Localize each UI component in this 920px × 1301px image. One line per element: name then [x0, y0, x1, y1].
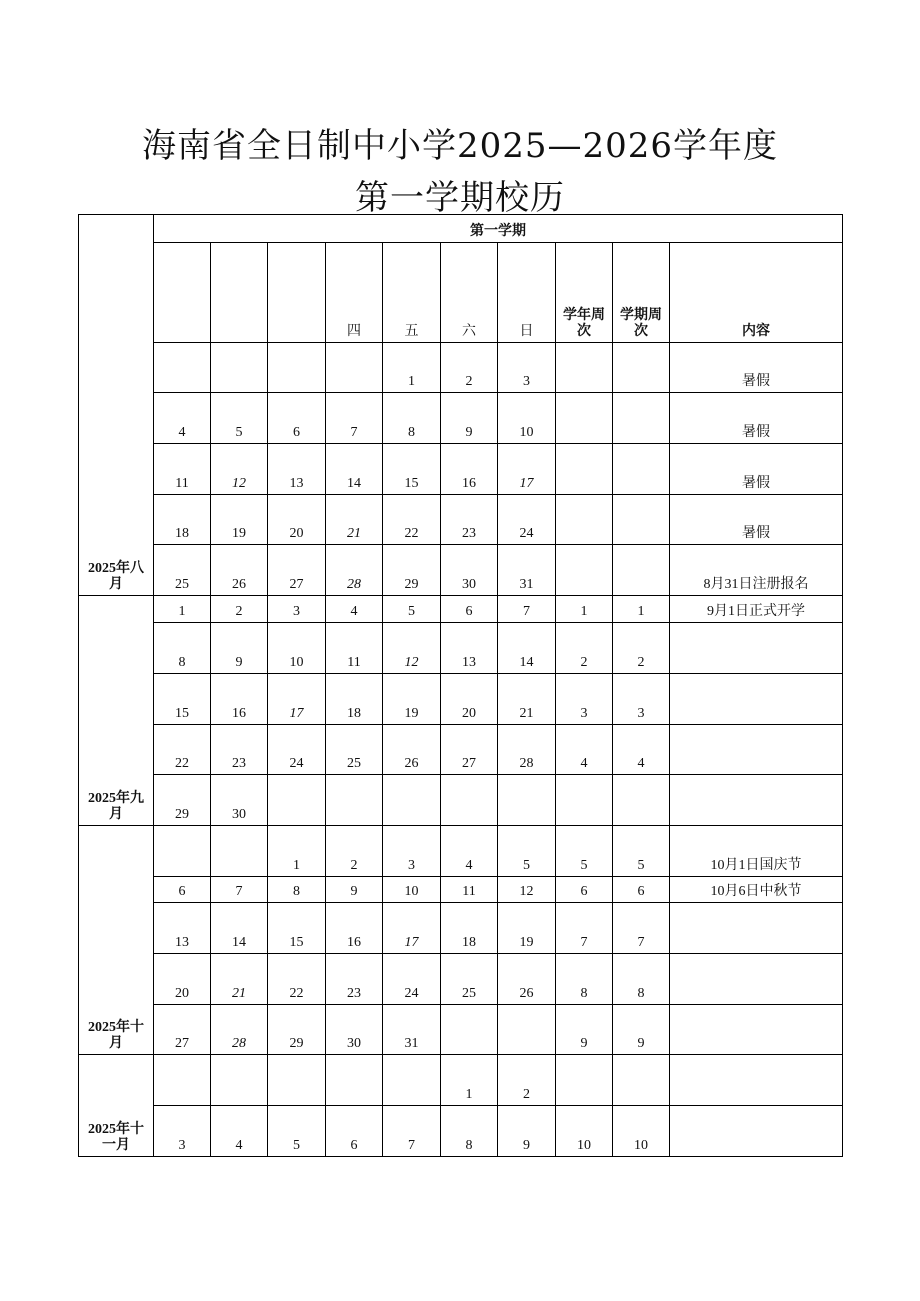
day-cell: 9 — [441, 393, 498, 444]
day-cell: 15 — [154, 674, 211, 725]
day-cell: 25 — [154, 545, 211, 596]
content-cell: 暑假 — [670, 393, 843, 444]
day-cell: 24 — [498, 495, 556, 545]
day-cell: 17 — [498, 444, 556, 495]
week-row — [79, 903, 843, 954]
day-cell: 8 — [154, 623, 211, 674]
day-cell: 15 — [383, 444, 441, 495]
year-week-cell: 3 — [556, 674, 613, 725]
day-cell: 17 — [383, 903, 441, 954]
term-week-cell: 2 — [613, 623, 670, 674]
day-cell: 1 — [383, 343, 441, 393]
day-cell: 7 — [326, 393, 383, 444]
week-row — [79, 444, 843, 495]
day-cell — [154, 826, 211, 877]
day-cell: 21 — [211, 954, 268, 1005]
day-cell: 15 — [268, 903, 326, 954]
day-cell: 13 — [268, 444, 326, 495]
day-cell: 30 — [441, 545, 498, 596]
content-cell — [670, 775, 843, 826]
content-cell: 暑假 — [670, 343, 843, 393]
week-row — [79, 725, 843, 775]
day-cell: 9 — [498, 1106, 556, 1157]
day-cell: 6 — [326, 1106, 383, 1157]
content-cell: 9月1日正式开学 — [670, 596, 843, 623]
day-cell — [498, 775, 556, 826]
day-cell: 24 — [383, 954, 441, 1005]
term-week-cell — [613, 495, 670, 545]
week-row — [79, 393, 843, 444]
weekday-header — [154, 243, 211, 343]
semester-row — [79, 215, 843, 243]
weekday-header: 日 — [498, 243, 556, 343]
day-cell: 23 — [211, 725, 268, 775]
day-cell: 29 — [268, 1005, 326, 1055]
term-week-cell — [613, 444, 670, 495]
year-week-cell: 7 — [556, 903, 613, 954]
year-week-cell: 6 — [556, 877, 613, 903]
day-cell — [326, 775, 383, 826]
day-cell — [154, 1055, 211, 1106]
day-cell: 12 — [498, 877, 556, 903]
content-cell — [670, 903, 843, 954]
week-row — [79, 1106, 843, 1157]
header-row — [79, 243, 843, 343]
day-cell: 12 — [383, 623, 441, 674]
day-cell — [383, 775, 441, 826]
day-cell: 29 — [383, 545, 441, 596]
week-row — [79, 826, 843, 877]
day-cell: 25 — [441, 954, 498, 1005]
day-cell — [326, 1055, 383, 1106]
week-row — [79, 1005, 843, 1055]
day-cell: 7 — [383, 1106, 441, 1157]
day-cell: 18 — [441, 903, 498, 954]
day-cell: 9 — [326, 877, 383, 903]
day-cell — [268, 775, 326, 826]
day-cell: 5 — [211, 393, 268, 444]
day-cell: 22 — [383, 495, 441, 545]
day-cell: 1 — [154, 596, 211, 623]
weekday-header: 五 — [383, 243, 441, 343]
day-cell: 18 — [154, 495, 211, 545]
content-cell: 8月31日注册报名 — [670, 545, 843, 596]
day-cell — [441, 775, 498, 826]
day-cell: 28 — [498, 725, 556, 775]
day-cell: 13 — [441, 623, 498, 674]
content-cell — [670, 674, 843, 725]
school-calendar-table — [78, 214, 843, 1157]
day-cell: 16 — [326, 903, 383, 954]
day-cell: 7 — [211, 877, 268, 903]
week-row — [79, 954, 843, 1005]
day-cell: 11 — [326, 623, 383, 674]
day-cell: 20 — [268, 495, 326, 545]
day-cell: 2 — [498, 1055, 556, 1106]
page-title-line2: 第一学期校历 — [355, 178, 565, 218]
day-cell — [326, 343, 383, 393]
year-week-cell — [556, 495, 613, 545]
day-cell: 3 — [154, 1106, 211, 1157]
week-row — [79, 623, 843, 674]
week-row — [79, 596, 843, 623]
term-week-cell: 6 — [613, 877, 670, 903]
day-cell: 8 — [441, 1106, 498, 1157]
day-cell: 1 — [268, 826, 326, 877]
day-cell: 9 — [211, 623, 268, 674]
term-week-cell: 10 — [613, 1106, 670, 1157]
day-cell: 22 — [268, 954, 326, 1005]
day-cell: 4 — [441, 826, 498, 877]
term-week-cell — [613, 1055, 670, 1106]
year-week-cell: 2 — [556, 623, 613, 674]
semester-title: 第一学期 — [154, 215, 843, 243]
day-cell: 30 — [326, 1005, 383, 1055]
year-week-cell — [556, 1055, 613, 1106]
day-cell — [211, 826, 268, 877]
day-cell: 4 — [211, 1106, 268, 1157]
year-week-cell: 4 — [556, 725, 613, 775]
day-cell: 16 — [441, 444, 498, 495]
content-cell — [670, 725, 843, 775]
day-cell: 31 — [383, 1005, 441, 1055]
day-cell: 25 — [326, 725, 383, 775]
day-cell — [211, 343, 268, 393]
year-week-header: 学年周次 — [556, 243, 613, 343]
day-cell — [441, 1005, 498, 1055]
term-week-header: 学期周次 — [613, 243, 670, 343]
day-cell: 14 — [498, 623, 556, 674]
term-week-cell — [613, 393, 670, 444]
year-week-cell — [556, 775, 613, 826]
day-cell — [383, 1055, 441, 1106]
year-week-cell — [556, 545, 613, 596]
day-cell: 3 — [268, 596, 326, 623]
day-cell: 23 — [441, 495, 498, 545]
day-cell: 8 — [268, 877, 326, 903]
content-cell: 暑假 — [670, 444, 843, 495]
content-cell — [670, 1106, 843, 1157]
day-cell: 6 — [154, 877, 211, 903]
day-cell: 10 — [383, 877, 441, 903]
term-week-cell: 4 — [613, 725, 670, 775]
content-cell: 10月6日中秋节 — [670, 877, 843, 903]
day-cell: 5 — [383, 596, 441, 623]
day-cell: 23 — [326, 954, 383, 1005]
week-row — [79, 1055, 843, 1106]
day-cell: 11 — [154, 444, 211, 495]
term-week-cell: 1 — [613, 596, 670, 623]
week-row — [79, 343, 843, 393]
week-row — [79, 877, 843, 903]
day-cell: 6 — [441, 596, 498, 623]
term-week-cell: 3 — [613, 674, 670, 725]
day-cell: 19 — [211, 495, 268, 545]
day-cell: 28 — [326, 545, 383, 596]
week-row — [79, 674, 843, 725]
day-cell: 20 — [441, 674, 498, 725]
day-cell: 19 — [383, 674, 441, 725]
day-cell: 26 — [383, 725, 441, 775]
day-cell: 2 — [211, 596, 268, 623]
term-week-cell: 8 — [613, 954, 670, 1005]
day-cell: 27 — [154, 1005, 211, 1055]
day-cell: 21 — [498, 674, 556, 725]
day-cell: 27 — [441, 725, 498, 775]
day-cell: 7 — [498, 596, 556, 623]
day-cell: 30 — [211, 775, 268, 826]
weekday-header — [211, 243, 268, 343]
day-cell: 10 — [498, 393, 556, 444]
day-cell — [498, 1005, 556, 1055]
day-cell: 18 — [326, 674, 383, 725]
day-cell: 13 — [154, 903, 211, 954]
day-cell: 27 — [268, 545, 326, 596]
week-row — [79, 545, 843, 596]
year-week-cell: 8 — [556, 954, 613, 1005]
content-cell — [670, 954, 843, 1005]
day-cell: 8 — [383, 393, 441, 444]
month-label: 2025年十一月 — [79, 1055, 154, 1157]
year-week-cell — [556, 343, 613, 393]
month-label: 2025年九月 — [79, 596, 154, 826]
day-cell: 29 — [154, 775, 211, 826]
term-week-cell: 5 — [613, 826, 670, 877]
content-cell — [670, 623, 843, 674]
day-cell: 14 — [326, 444, 383, 495]
term-week-cell — [613, 775, 670, 826]
month-label: 2025年十月 — [79, 826, 154, 1055]
day-cell: 17 — [268, 674, 326, 725]
year-week-cell: 1 — [556, 596, 613, 623]
term-week-cell: 9 — [613, 1005, 670, 1055]
calendar-body — [79, 215, 843, 1157]
day-cell: 3 — [383, 826, 441, 877]
content-cell — [670, 1055, 843, 1106]
day-cell: 11 — [441, 877, 498, 903]
term-week-cell: 7 — [613, 903, 670, 954]
term-week-cell — [613, 343, 670, 393]
year-week-cell — [556, 393, 613, 444]
day-cell: 24 — [268, 725, 326, 775]
week-row — [79, 495, 843, 545]
day-cell: 4 — [326, 596, 383, 623]
day-cell: 20 — [154, 954, 211, 1005]
weekday-header — [268, 243, 326, 343]
day-cell — [211, 1055, 268, 1106]
day-cell: 26 — [498, 954, 556, 1005]
day-cell: 12 — [211, 444, 268, 495]
day-cell: 3 — [498, 343, 556, 393]
day-cell: 22 — [154, 725, 211, 775]
day-cell: 31 — [498, 545, 556, 596]
day-cell: 26 — [211, 545, 268, 596]
day-cell: 14 — [211, 903, 268, 954]
weekday-header: 六 — [441, 243, 498, 343]
day-cell: 28 — [211, 1005, 268, 1055]
day-cell: 5 — [498, 826, 556, 877]
day-cell: 16 — [211, 674, 268, 725]
day-cell — [154, 343, 211, 393]
content-cell: 暑假 — [670, 495, 843, 545]
day-cell: 2 — [326, 826, 383, 877]
day-cell: 1 — [441, 1055, 498, 1106]
day-cell: 6 — [268, 393, 326, 444]
day-cell — [268, 1055, 326, 1106]
page-title-line1: 海南省全日制中小学2025—2026学年度 — [141, 126, 779, 166]
day-cell — [268, 343, 326, 393]
day-cell: 10 — [268, 623, 326, 674]
day-cell: 2 — [441, 343, 498, 393]
year-week-cell: 5 — [556, 826, 613, 877]
month-label: 2025年八月 — [79, 215, 154, 596]
week-row — [79, 775, 843, 826]
day-cell: 5 — [268, 1106, 326, 1157]
content-cell: 10月1日国庆节 — [670, 826, 843, 877]
day-cell: 19 — [498, 903, 556, 954]
weekday-header: 四 — [326, 243, 383, 343]
term-week-cell — [613, 545, 670, 596]
year-week-cell — [556, 444, 613, 495]
year-week-cell: 9 — [556, 1005, 613, 1055]
year-week-cell: 10 — [556, 1106, 613, 1157]
content-cell — [670, 1005, 843, 1055]
day-cell: 21 — [326, 495, 383, 545]
content-header: 内容 — [670, 243, 843, 343]
day-cell: 4 — [154, 393, 211, 444]
